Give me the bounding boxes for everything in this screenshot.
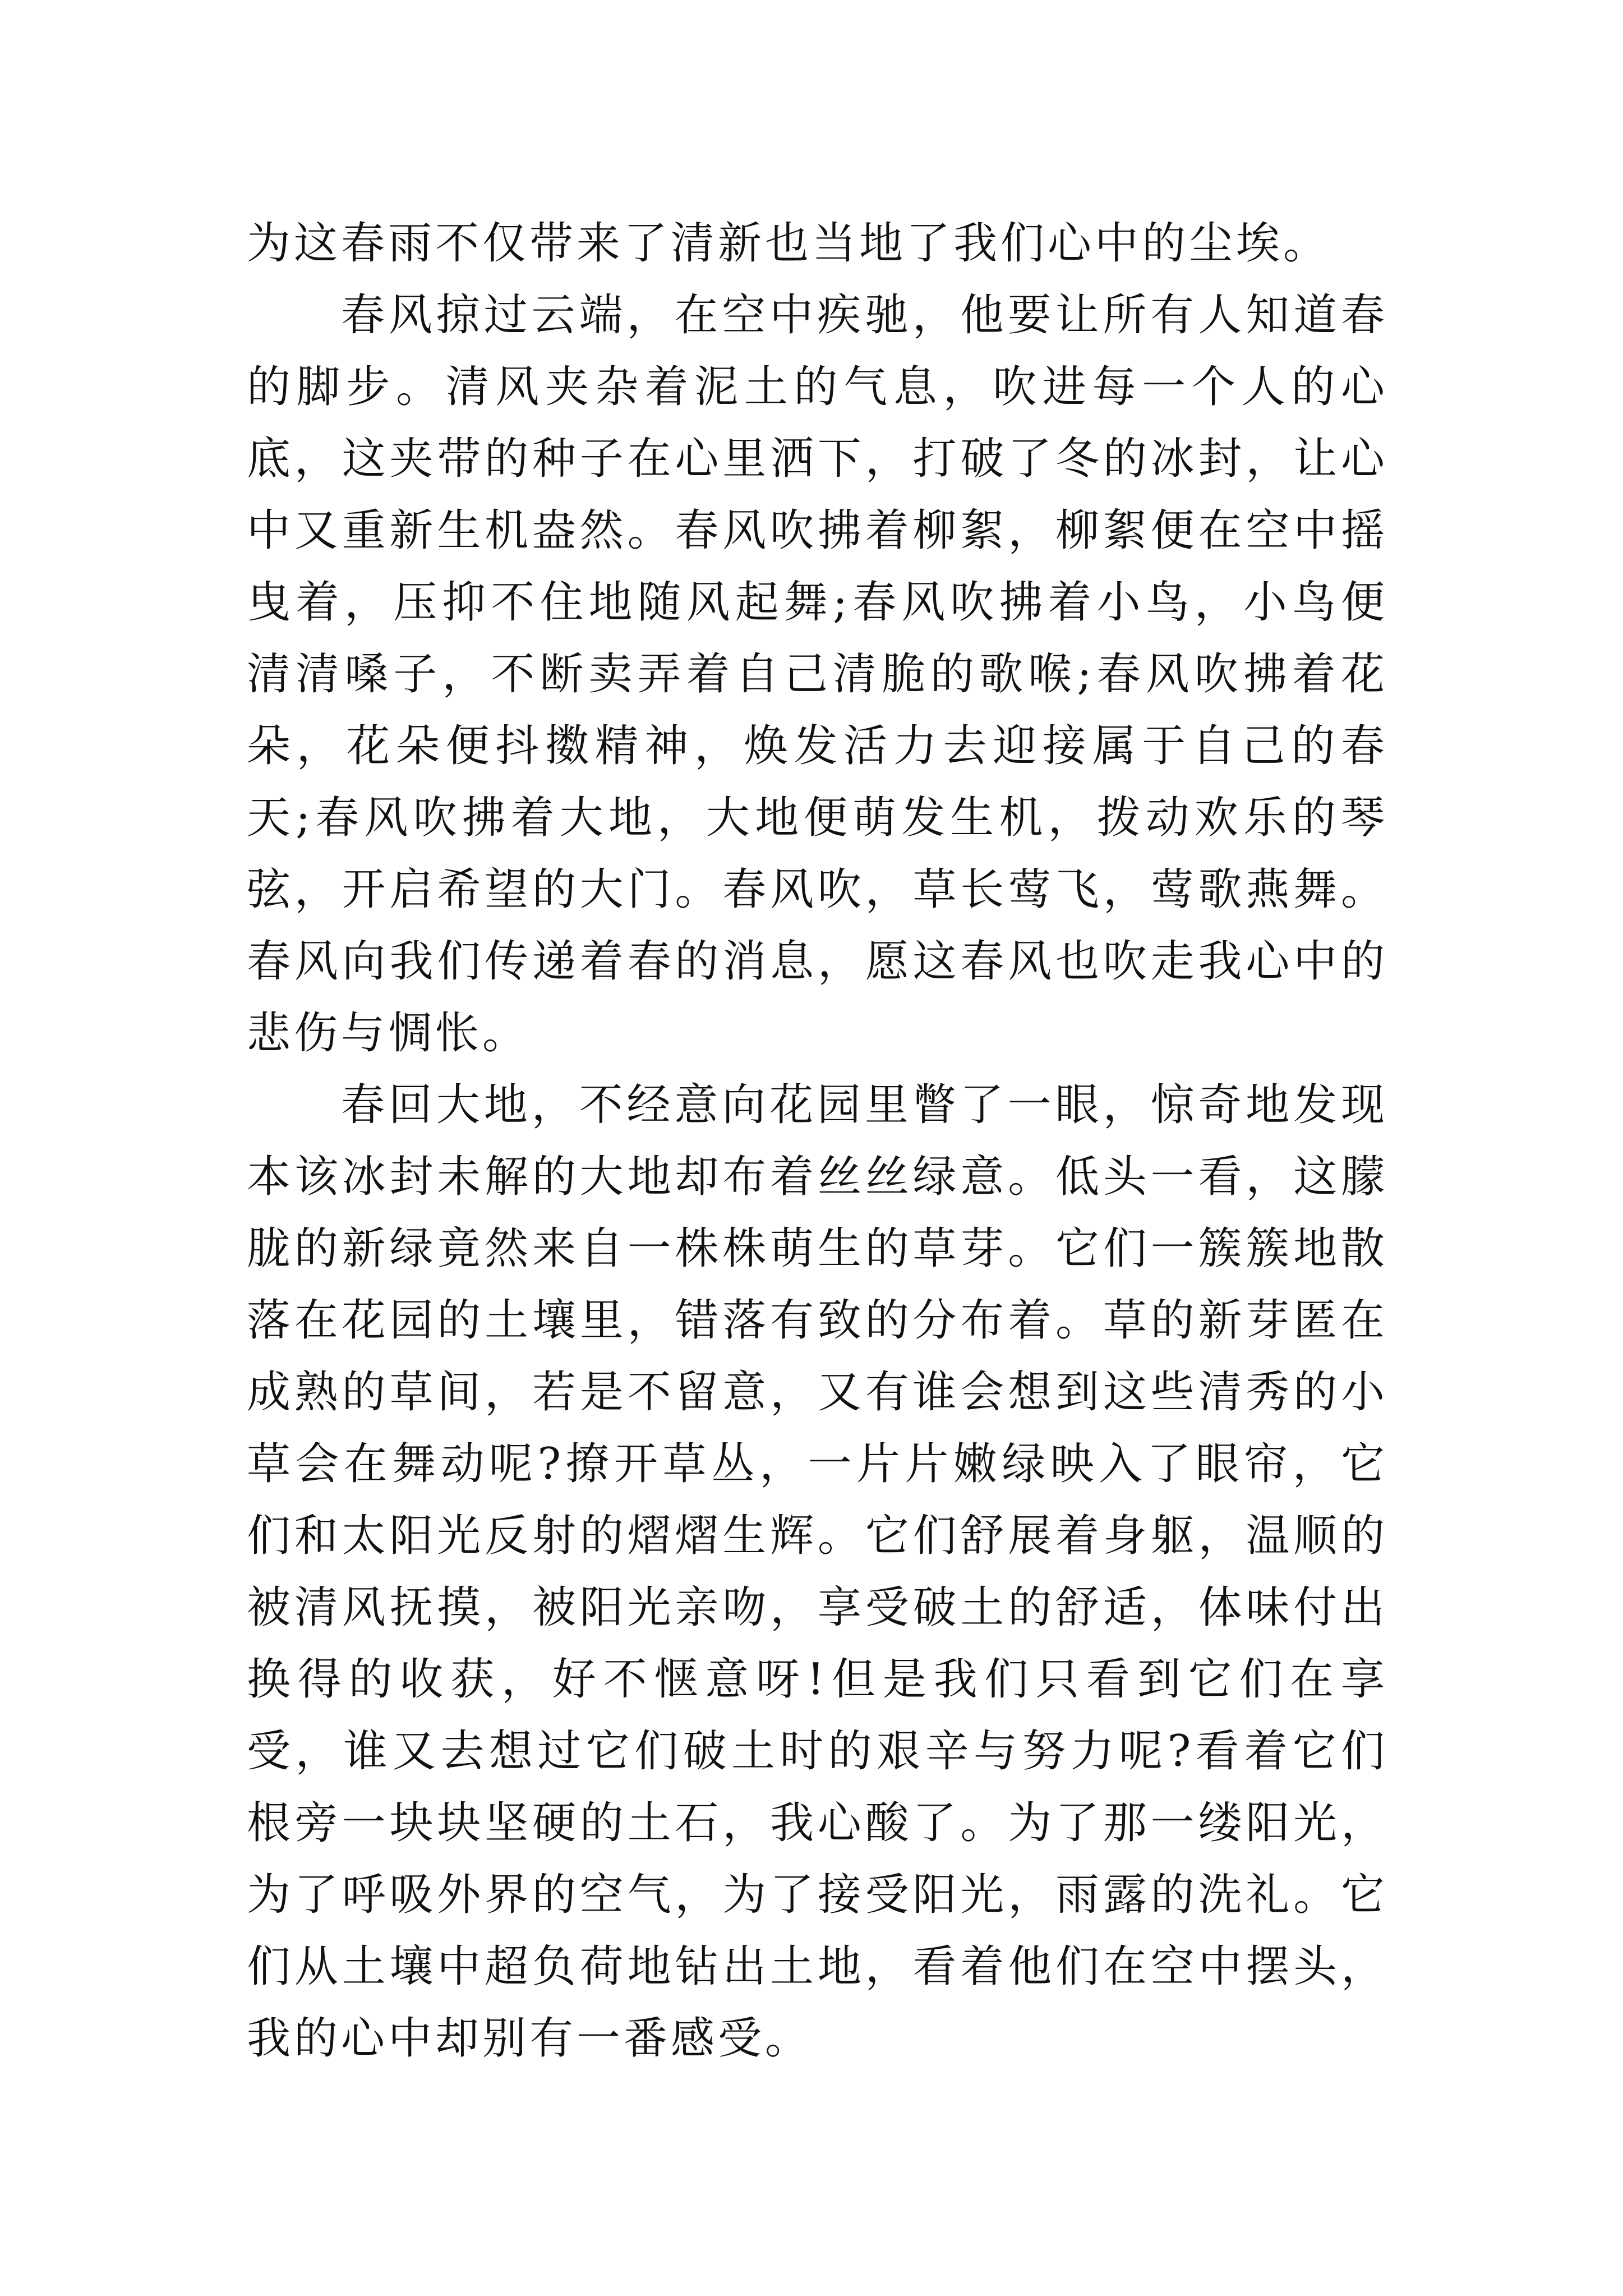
body-text — [247, 208, 1388, 2074]
paragraph-3: 春回大地，不经意向花园里瞥了一眼，惊奇地发现本该冰封未解的大地却布着丝丝绿意。低头一看，这朦胧的新绿竟然来自一株株萌生的草芽。它们一簇簇地散落在花园的土壤里，错落有致的分布着。草的新芽匿在成熟的草间，若是不留意，又有谁会想到这些清秀的小草会在舞动呢?撩开草丛，一片片嫩绿映入了眼帘，它们和太阳光反射的熠熠生辉。它们舒展着身躯，温顺的被清风抚摸，被阳光亲吻，享受破土的舒适，体味付出换得的收获，好不惬意呀!但是我们只看到它们在享受，谁又去想过它们破土时的艰辛与努力呢?看着它们根旁一块块坚硬的土石，我心酸了。为了那一缕阳光，为了呼吸外界的空气，为了接受阳光，雨露的洗礼。它们从土壤中超负荷地钻出土地，看着他们在空中摆头，我的心中却别有一番感受。 — [247, 1080, 1388, 2064]
paragraph-1: 为这春雨不仅带来了清新也当地了我们心中的尘埃。 — [247, 218, 1331, 269]
paragraph-2: 春风掠过云端，在空中疾驰，他要让所有人知道春的脚步。清风夹杂着泥土的气息，吹进每一个人的心底，这夹带的种子在心里洒下，打破了冬的冰封，让心中又重新生机盎然。春风吹拂着柳絮，柳絮便在空中摇曳着，压抑不住地随风起舞;春风吹拂着小鸟，小鸟便清清嗓子，不断卖弄着自己清脆的歌喉;春风吹拂着花朵，花朵便抖擞精神，焕发活力去迎接属于自己的春天;春风吹拂着大地，大地便萌发生机，拨动欢乐的琴弦，开启希望的大门。春风吹，草长莺飞，莺歌燕舞。春风向我们传递着春的消息，愿这春风也吹走我心中的悲伤与惆怅。 — [247, 290, 1388, 1059]
